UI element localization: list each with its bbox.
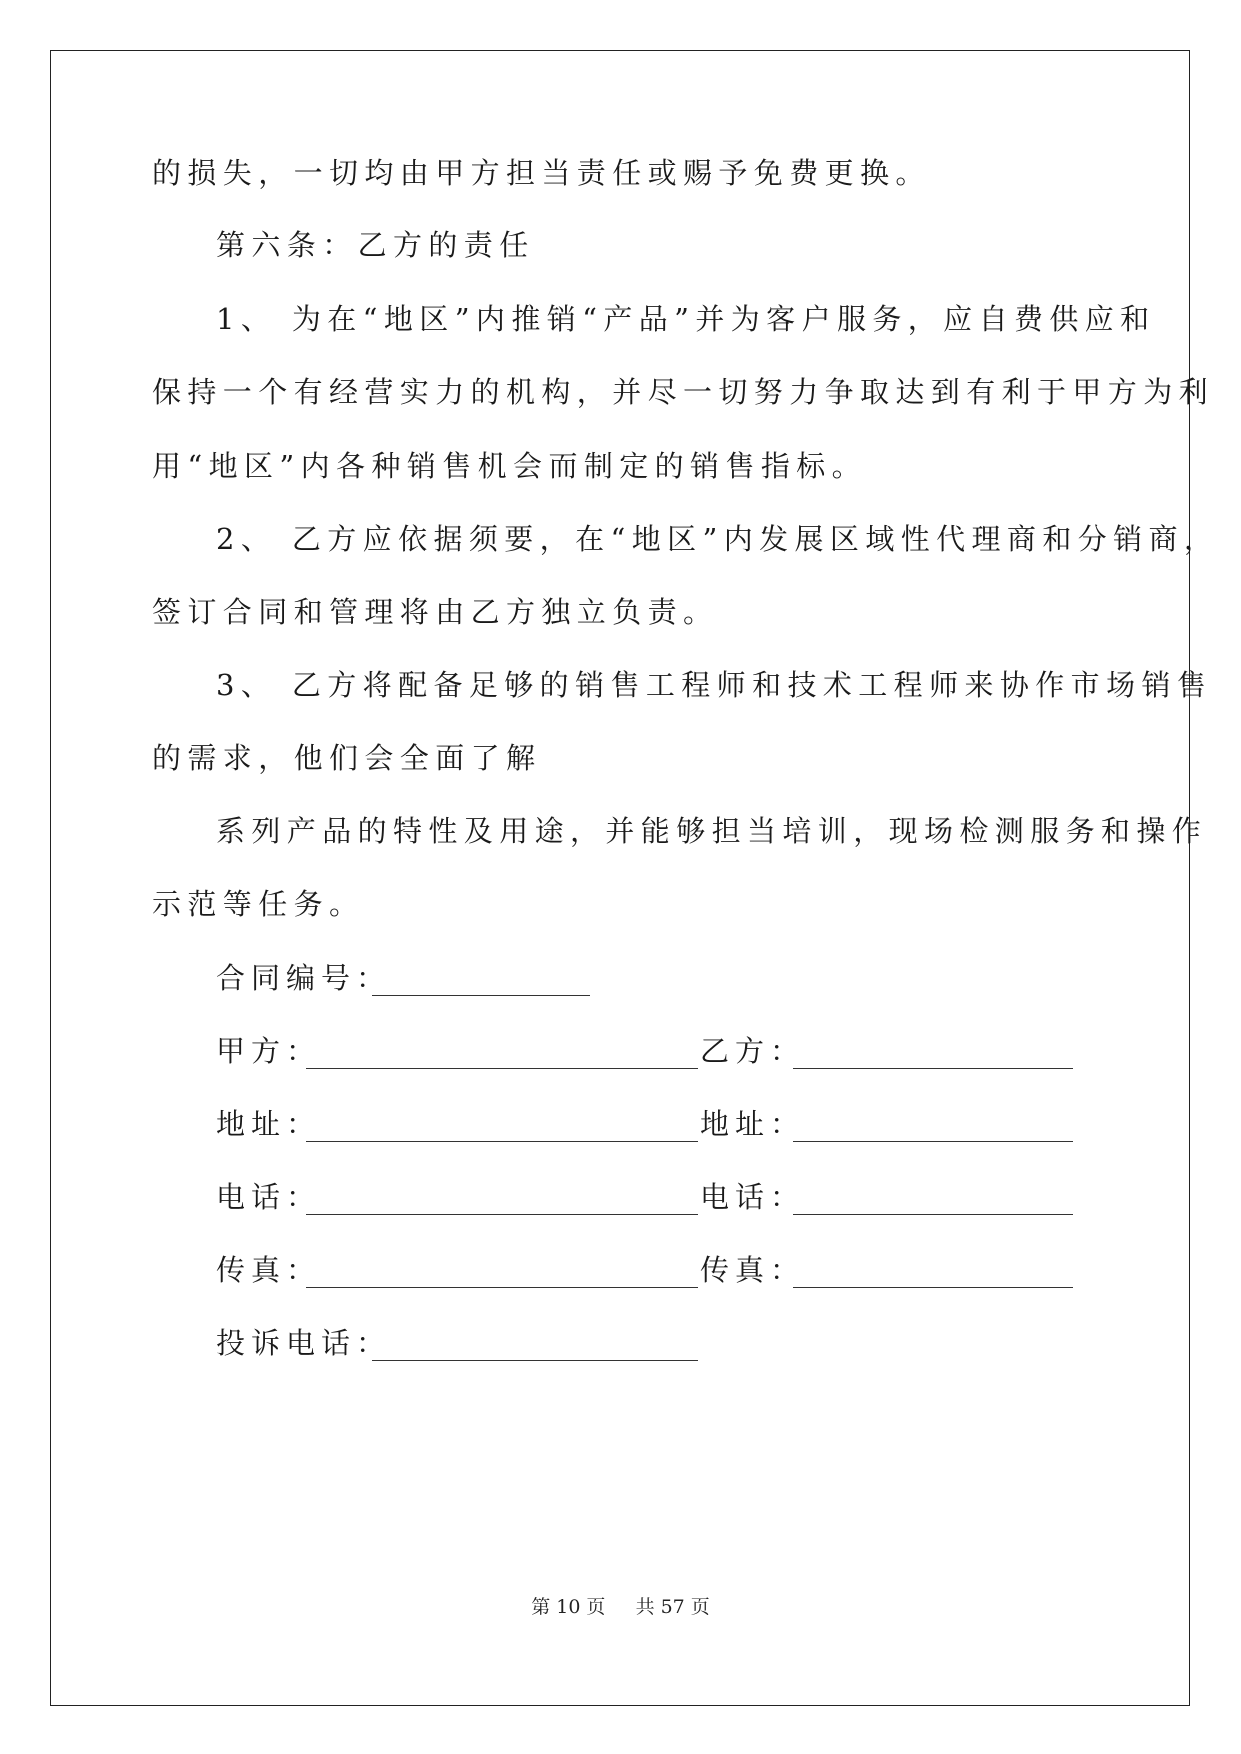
page-total: 57	[660, 1596, 685, 1618]
party-a-label: 甲方：	[216, 1034, 322, 1068]
address-b-blank[interactable]	[793, 1141, 1073, 1142]
address-a-label: 地址：	[216, 1107, 322, 1141]
page-suffix: 页	[586, 1596, 606, 1618]
clause-1-line-1: 1、 为在“地区”内推销“产品”并为客户服务，应自费供应和	[216, 302, 1156, 336]
page-indicator	[528, 1596, 608, 1618]
party-b-label: 乙方：	[700, 1034, 806, 1068]
clause-3-line-3: 系列产品的特性及用途，并能够担当培训，现场检测服务和操作	[216, 814, 1208, 848]
contract-no-blank[interactable]	[372, 995, 590, 996]
contract-no-label: 合同编号：	[216, 961, 392, 995]
page-footer	[0, 1592, 1241, 1619]
phone-a-label: 电话：	[216, 1180, 322, 1214]
total-prefix: 共	[635, 1596, 655, 1618]
phone-b-label: 电话：	[700, 1180, 806, 1214]
fax-b-label: 传真：	[700, 1253, 806, 1287]
body-line-1: 的损失，一切均由甲方担当责任或赐予免费更换。	[152, 156, 931, 190]
phone-a-blank[interactable]	[306, 1214, 698, 1215]
clause-3-line-2: 的需求，他们会全面了解	[152, 741, 542, 775]
party-b-blank[interactable]	[793, 1068, 1073, 1069]
fax-a-label: 传真：	[216, 1253, 322, 1287]
clause-2-line-2: 签订合同和管理将由乙方独立负责。	[152, 595, 719, 629]
total-suffix: 页	[690, 1596, 710, 1618]
page-total-indicator	[633, 1596, 713, 1618]
clause-1-line-2: 保持一个有经营实力的机构，并尽一切努力争取达到有利于甲方为利	[152, 375, 1215, 409]
party-a-blank[interactable]	[306, 1068, 698, 1069]
clause-1-line-3: 用“地区”内各种销售机会而制定的销售指标。	[152, 449, 868, 483]
phone-b-blank[interactable]	[793, 1214, 1073, 1215]
complaint-phone-blank[interactable]	[372, 1360, 698, 1361]
page-current: 10	[556, 1596, 581, 1618]
complaint-phone-label: 投诉电话：	[216, 1326, 392, 1360]
clause-3-line-1: 3、 乙方将配备足够的销售工程师和技术工程师来协作市场销售	[216, 668, 1213, 702]
fax-b-blank[interactable]	[793, 1287, 1073, 1288]
fax-a-blank[interactable]	[306, 1287, 698, 1288]
article-six-heading: 第六条：乙方的责任	[216, 228, 535, 262]
address-b-label: 地址：	[700, 1107, 806, 1141]
clause-3-line-4: 示范等任务。	[152, 887, 365, 921]
page-prefix: 第	[531, 1596, 551, 1618]
address-a-blank[interactable]	[306, 1141, 698, 1142]
clause-2-line-1: 2、 乙方应依据须要，在“地区”内发展区域性代理商和分销商，	[216, 522, 1220, 556]
